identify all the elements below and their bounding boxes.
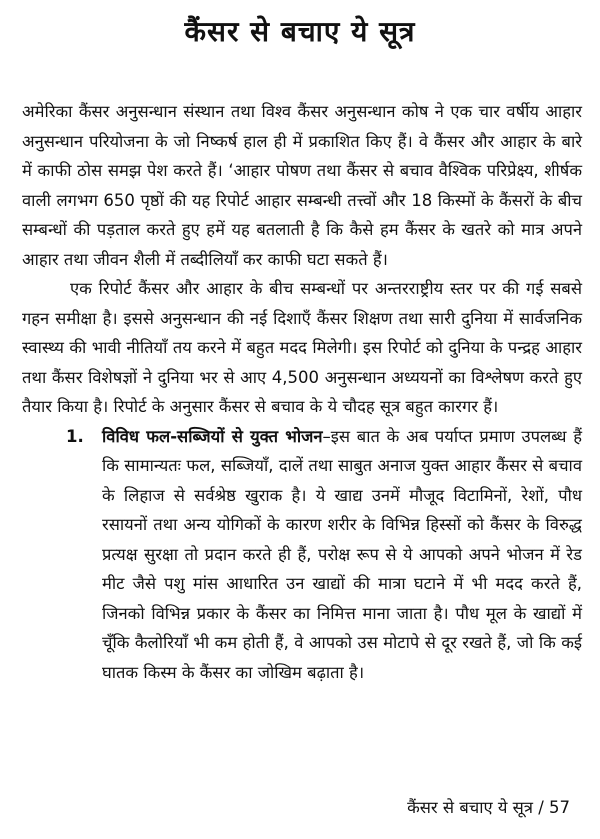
list-item-heading: विविध फल-सब्जियों से युक्त भोजन [102,426,323,446]
paragraph-2: एक रिपोर्ट कैंसर और आहार के बीच सम्बन्धों पर अन्तरराष्ट्रीय स्तर पर की गई सबसे गहन समीक्षा है। इससे अनुसन्धान की नई दिशाएँ कैंसर शिक्षण तथा सारी दुनिया में सार्वजनिक स्वास्थ्य की भावी नीतियाँ तय करने में बहुत मदद मिलेगी। इस रिपोर्ट को दुनिया के पन्द्रह आहार तथा कैंसर विशेषज्ञों ने दुनिया भर से आए 4,500 अनुसन्धान अध्ययनों का विश्लेषण करते हुए तैयार किया है। रिपोर्ट के अनुसार कैंसर से बचाव के ये चौदह सूत्र बहुत कारगर हैं। [22,279,582,416]
page-footer: कैंसर से बचाए ये सूत्र / 57 [407,798,570,817]
paragraph-1: अमेरिका कैंसर अनुसन्धान संस्थान तथा विश्व कैंसर अनुसन्धान कोष ने एक चार वर्षीय आहार अनुसन्धान परियोजना के जो निष्कर्ष हाल ही में प्रकाशित किए हैं। वे कैंसर और आहार के बारे में काफी ठोस समझ पेश करते हैं। ‘आहार पोषण तथा कैंसर से बचाव वैश्विक परिप्रेक्ष्य, शीर्षक वाली लगभग 650 पृष्ठों की यह रिपोर्ट आहार सम्बन्धी तत्त्वों और 18 किस्मों के कैंसरों के बीच सम्बन्धों की पड़ताल करते हुए हमें यह बतलाती है कि कैसे हम कैंसर के खतरे को मात्र अपने आहार तथा जीवन शैली में तब्दीलियाँ कर काफी घटा सकते हैं। [22,102,582,269]
list-item-1 [22,422,582,688]
body-text [22,97,582,687]
page-title: कैंसर से बचाए ये सूत्र [184,15,416,48]
list-item-text: –इस बात के अब पर्याप्त प्रमाण उपलब्ध हैं कि सामान्यतः फल, सब्जियाँ, दालें तथा साबुत अनाज युक्त आहार कैंसर से बचाव के लिहाज से सर्वश्रेष्ठ खुराक है। ये खाद्य उनमें मौजूद विटामिनों, रेशों, पौध रसायनों तथा अन्य योगिकों के कारण शरीर के विभिन्न हिस्सों को कैंसर के विरुद्ध प्रत्यक्ष सुरक्षा तो प्रदान करते ही हैं, परोक्ष रूप से ये आपको अपने भोजन में रेड मीट जैसे पशु मांस आधारित उन खाद्यों की मात्रा घटाने में भी मदद करते हैं, जिनको विभिन्न प्रकार के कैंसर का निमित्त माना जाता है। पौध मूल के खाद्यों में चूँकि कैलोरियाँ भी कम होती हैं, वे आपको उस मोटापे से दूर रखते हैं, जो कि कई घातक किस्म के कैंसर का जोखिम बढ़ाता है। [102,426,583,682]
list-item-number: 1. [66,426,84,446]
